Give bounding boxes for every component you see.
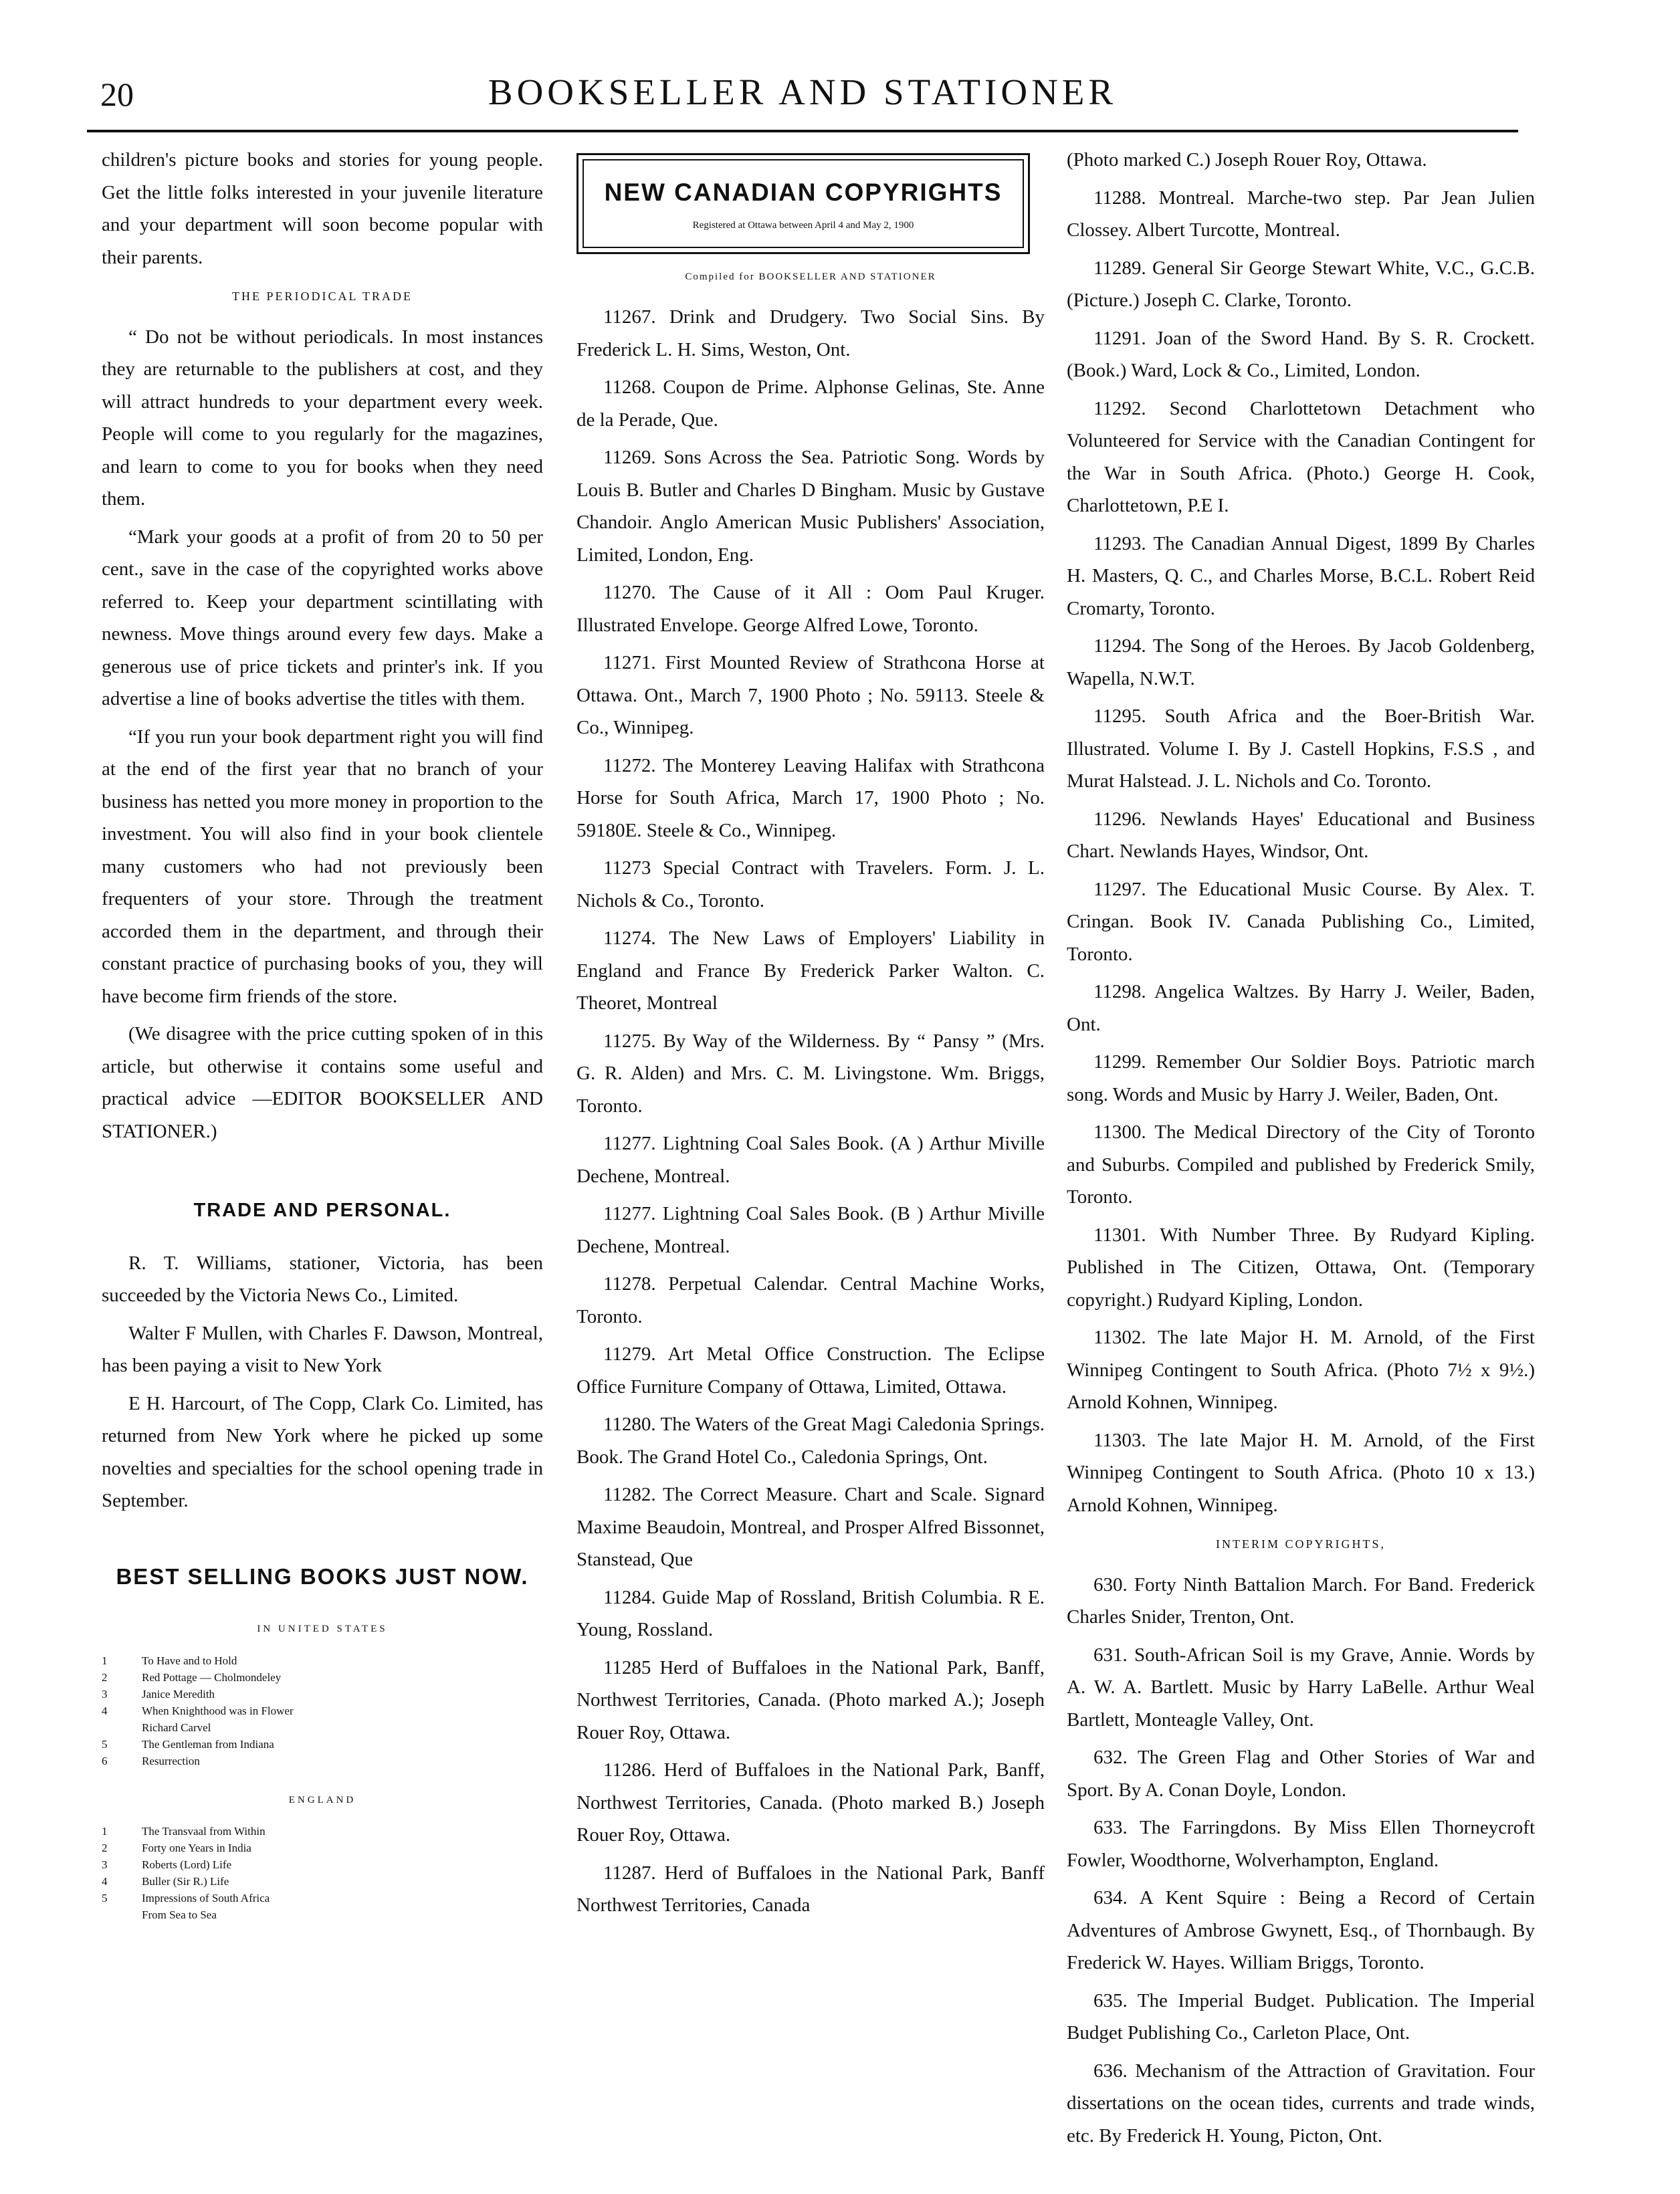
- copyright-entry: 11277. Lightning Coal Sales Book. (A ) Arthur Miville Dechene, Montreal.: [576, 1133, 1045, 1187]
- copyright-entry: 11273 Special Contract with Travelers. Form. J. L. Nichols & Co., Toronto.: [576, 857, 1045, 911]
- copyright-entry: 11296. Newlands Hayes' Educational and Business Chart. Newlands Hayes, Windsor, Ont.: [1067, 808, 1535, 862]
- copyright-entry: 11295. South Africa and the Boer-British War. Illustrated. Volume I. By J. Castell Hopkins, F.S.S , and Murat Halstead. J. L. Nichols and Co. Toronto.: [1067, 705, 1535, 792]
- copyright-entry: 11297. The Educational Music Course. By Alex. T. Cringan. Book IV. Canada Publishing Co., Limited, Toronto.: [1067, 878, 1535, 965]
- running-title: BOOKSELLER AND STATIONER: [488, 72, 1118, 112]
- list-item: 3 Janice Meredith: [102, 1687, 215, 1701]
- copyright-entry: 11271. First Mounted Review of Strathcona Horse at Ottawa. Ont., March 7, 1900 Photo ; No. 59113. Steele & Co., Winnipeg.: [576, 652, 1045, 738]
- copyright-entry: (Photo marked C.) Joseph Rouer Roy, Ottawa.: [1067, 149, 1427, 171]
- copyright-entry: 11268. Coupon de Prime. Alphonse Gelinas, Ste. Anne de la Perade, Que.: [576, 376, 1045, 431]
- list-item: 1 The Transvaal from Within: [102, 1825, 266, 1838]
- list-item: 4 When Knighthood was in Flower: [102, 1704, 294, 1717]
- copyright-entry: 634. A Kent Squire : Being a Record of Certain Adventures of Ambrose Gwynett, Esq., of Thornbaugh. By Frederick W. Hayes. William Briggs, Toronto.: [1067, 1887, 1535, 1973]
- column-right: [1067, 144, 1535, 2157]
- page-header: [87, 67, 1518, 120]
- compiled-note: Compiled for BOOKSELLER AND STATIONER: [685, 271, 936, 282]
- copyright-entry: 11278. Perpetual Calendar. Central Machine Works, Toronto.: [576, 1273, 1045, 1327]
- list-item: 2 Forty one Years in India: [102, 1842, 251, 1854]
- list-item: 3 Roberts (Lord) Life: [102, 1858, 232, 1871]
- copyright-entry: 11272. The Monterey Leaving Halifax with Strathcona Horse for South Africa, March 17, 1900 Photo ; No. 59180E. Steele & Co., Winnipeg.: [576, 754, 1045, 841]
- copyright-entry: 11298. Angelica Waltzes. By Harry J. Weiler, Baden, Ont.: [1067, 981, 1535, 1035]
- copyright-entry: 11274. The New Laws of Employers' Liability in England and France By Frederick Parker Walton. C. Theoret, Montreal: [576, 927, 1045, 1014]
- copyright-entry: 11286. Herd of Buffaloes in the National Park, Banff, Northwest Territories, Canada. (Photo marked B.) Joseph Rouer Roy, Ottawa.: [576, 1759, 1045, 1846]
- copyright-entry: 630. Forty Ninth Battalion March. For Band. Frederick Charles Snider, Trenton, Ont.: [1067, 1573, 1535, 1628]
- copyright-entry: 11289. General Sir George Stewart White, V.C., G.C.B. (Picture.) Joseph C. Clarke, Toronto.: [1067, 257, 1535, 311]
- copyrights-title-box: [576, 153, 1030, 254]
- list-item: 5 Impressions of South Africa: [102, 1892, 270, 1904]
- copyright-entry: 11282. The Correct Measure. Chart and Scale. Signard Maxime Beaudoin, Montreal, and Prosper Alfred Bissonnet, Stanstead, Que: [576, 1484, 1045, 1570]
- column-middle: [576, 144, 1045, 1927]
- list-item: Richard Carvel: [142, 1721, 211, 1734]
- copyright-entry: 636. Mechanism of the Attraction of Gravitation. Four dissertations on the ocean tides, currents and trade winds, etc. By Frederick H. Young, Picton, Ont.: [1067, 2060, 1535, 2147]
- header-rule: [87, 130, 1518, 132]
- copyright-entry: 11291. Joan of the Sword Hand. By S. R. Crockett. (Book.) Ward, Lock & Co., Limited, London.: [1067, 327, 1535, 381]
- interim-entries: [1067, 1569, 1535, 2153]
- page-number: 20: [100, 76, 134, 113]
- article-paragraph: “Mark your goods at a profit of from 20 to 50 per cent., save in the case of the copyrighted works above referred to. Keep your department scintillating with newness. Move things around every few days. Make a generous use of price tickets and printer's ink. If you advertise a line of books advertise the titles with them.: [102, 526, 543, 709]
- copyright-entry: 11301. With Number Three. By Rudyard Kipling. Published in The Citizen, Ottawa, Ont. (Temporary copyright.) Rudyard Kipling, London.: [1067, 1224, 1535, 1311]
- periodical-trade-heading: THE PERIODICAL TRADE: [232, 290, 413, 303]
- copyright-entry: 11287. Herd of Buffaloes in the National Park, Banff Northwest Territories, Canada: [576, 1862, 1045, 1916]
- trade-item: E H. Harcourt, of The Copp, Clark Co. Limited, has returned from New York where he picked up some novelties and specialties for the school opening trade in September.: [102, 1392, 543, 1511]
- copyright-entry: 11269. Sons Across the Sea. Patriotic Song. Words by Louis B. Butler and Charles D Bingham. Music by Gustave Chandoir. Anglo American Music Publishers' Association, Limited, London, Eng.: [576, 447, 1045, 566]
- copyright-entry: 11279. Art Metal Office Construction. The Eclipse Office Furniture Company of Ottawa, Limited, Ottawa.: [576, 1343, 1045, 1398]
- us-book-list: [102, 1652, 543, 1769]
- copyright-entries-continued: [1067, 144, 1535, 1521]
- copyright-entry: 11303. The late Major H. M. Arnold, of the First Winnipeg Contingent to South Africa. (Photo 10 x 13.) Arnold Kohnen, Winnipeg.: [1067, 1429, 1535, 1516]
- copyright-entry: 11299. Remember Our Soldier Boys. Patriotic march song. Words and Music by Harry J. Weiler, Baden, Ont.: [1067, 1051, 1535, 1105]
- list-item: 4 Buller (Sir R.) Life: [102, 1875, 229, 1888]
- trade-item: Walter F Mullen, with Charles F. Dawson, Montreal, has been paying a visit to New York: [102, 1322, 543, 1376]
- copyright-entry: 11292. Second Charlottetown Detachment who Volunteered for Service with the Canadian Contingent for the War in South Africa. (Photo.) George H. Cook, Charlottetown, P.E I.: [1067, 397, 1535, 516]
- england-list-heading: ENGLAND: [288, 1794, 356, 1805]
- copyright-entry: 11294. The Song of the Heroes. By Jacob Goldenberg, Wapella, N.W.T.: [1067, 635, 1535, 689]
- copyright-entry: 633. The Farringdons. By Miss Ellen Thorneycroft Fowler, Woodthorne, Wolverhampton, England.: [1067, 1817, 1535, 1871]
- copyright-entry: 11293. The Canadian Annual Digest, 1899 By Charles H. Masters, Q. C., and Charles Morse, B.C.L. Robert Reid Cromarty, Toronto.: [1067, 532, 1535, 619]
- copyright-entry: 11270. The Cause of it All : Oom Paul Kruger. Illustrated Envelope. George Alfred Lowe, Toronto.: [576, 582, 1045, 636]
- us-list-heading: IN UNITED STATES: [257, 1624, 388, 1634]
- list-item: 5 The Gentleman from Indiana: [102, 1737, 274, 1751]
- list-item: 1 To Have and to Hold: [102, 1654, 237, 1667]
- list-item: 6 Resurrection: [102, 1754, 200, 1767]
- copyright-entry: 11302. The late Major H. M. Arnold, of the First Winnipeg Contingent to South Africa. (Photo 7½ x 9½.) Arnold Kohnen, Winnipeg.: [1067, 1327, 1535, 1413]
- list-item: 2 Red Pottage — Cholmondeley: [102, 1670, 282, 1684]
- copyright-entry: 11277. Lightning Coal Sales Book. (B ) Arthur Miville Dechene, Montreal.: [576, 1203, 1045, 1257]
- list-item: From Sea to Sea: [142, 1908, 217, 1921]
- article-paragraph: “ Do not be without periodicals. In most instances they are returnable to the publishers at cost, and they will attract hundreds to your department every week. People will come to you regularly for the magazines, and learn to come to you for books when they need them.: [102, 326, 543, 510]
- intro-paragraph: children's picture books and stories for young people. Get the little folks interested in your juvenile literature and your department will soon become popular with their parents.: [102, 149, 543, 268]
- article-paragraph: “If you run your book department right you will find at the end of the first year that no branch of your business has netted you more money in proportion to the investment. You will also find in your book clientele many customers who had not previously been frequenters of your store. Through the treatment accorded them in the department, and through their constant practice of purchasing books of you, they will have become firm friends of the store.: [102, 726, 543, 1007]
- editor-note: (We disagree with the price cutting spoken of in this article, but otherwise it contains some useful and practical advice —EDITOR BOOKSELLER AND STATIONER.): [102, 1023, 543, 1142]
- copyright-entries: [576, 301, 1045, 1922]
- trade-item: R. T. Williams, stationer, Victoria, has been succeeded by the Victoria News Co., Limited.: [102, 1252, 543, 1306]
- copyrights-subtitle: Registered at Ottawa between April 4 and May 2, 1900: [692, 219, 914, 231]
- column-left: [102, 144, 543, 1923]
- copyright-entry: 11288. Montreal. Marche-two step. Par Jean Julien Clossey. Albert Turcotte, Montreal.: [1067, 187, 1535, 241]
- copyright-entry: 635. The Imperial Budget. Publication. The Imperial Budget Publishing Co., Carleton Place, Ont.: [1067, 1989, 1535, 2044]
- copyright-entry: 11300. The Medical Directory of the City of Toronto and Suburbs. Compiled and published by Frederick Smily, Toronto.: [1067, 1121, 1535, 1208]
- copyrights-title: NEW CANADIAN COPYRIGHTS: [604, 179, 1003, 206]
- best-selling-heading: BEST SELLING BOOKS JUST NOW.: [116, 1563, 529, 1589]
- england-book-list: [102, 1823, 543, 1923]
- copyright-entry: 11285 Herd of Buffaloes in the National Park, Banff, Northwest Territories, Canada. (Photo marked A.); Joseph Rouer Roy, Ottawa.: [576, 1656, 1045, 1743]
- copyright-entry: 11275. By Way of the Wilderness. By “ Pansy ” (Mrs. G. R. Alden) and Mrs. C. M. Livingstone. Wm. Briggs, Toronto.: [576, 1030, 1045, 1117]
- copyright-entry: 632. The Green Flag and Other Stories of War and Sport. By A. Conan Doyle, London.: [1067, 1747, 1535, 1801]
- copyright-entry: 11284. Guide Map of Rossland, British Columbia. R E. Young, Rossland.: [576, 1586, 1045, 1640]
- copyright-entry: 631. South-African Soil is my Grave, Annie. Words by A. W. A. Bartlett. Music by Harry LaBelle. Arthur Weal Bartlett, Monteagle Valley, Ont.: [1067, 1644, 1535, 1731]
- copyright-entry: 11280. The Waters of the Great Magi Caledonia Springs. Book. The Grand Hotel Co., Caledonia Springs, Ont.: [576, 1414, 1045, 1468]
- copyright-entry: 11267. Drink and Drudgery. Two Social Sins. By Frederick L. H. Sims, Weston, Ont.: [576, 306, 1045, 360]
- trade-personal-heading: TRADE AND PERSONAL.: [193, 1200, 451, 1221]
- interim-copyrights-heading: INTERIM COPYRIGHTS,: [1215, 1537, 1386, 1551]
